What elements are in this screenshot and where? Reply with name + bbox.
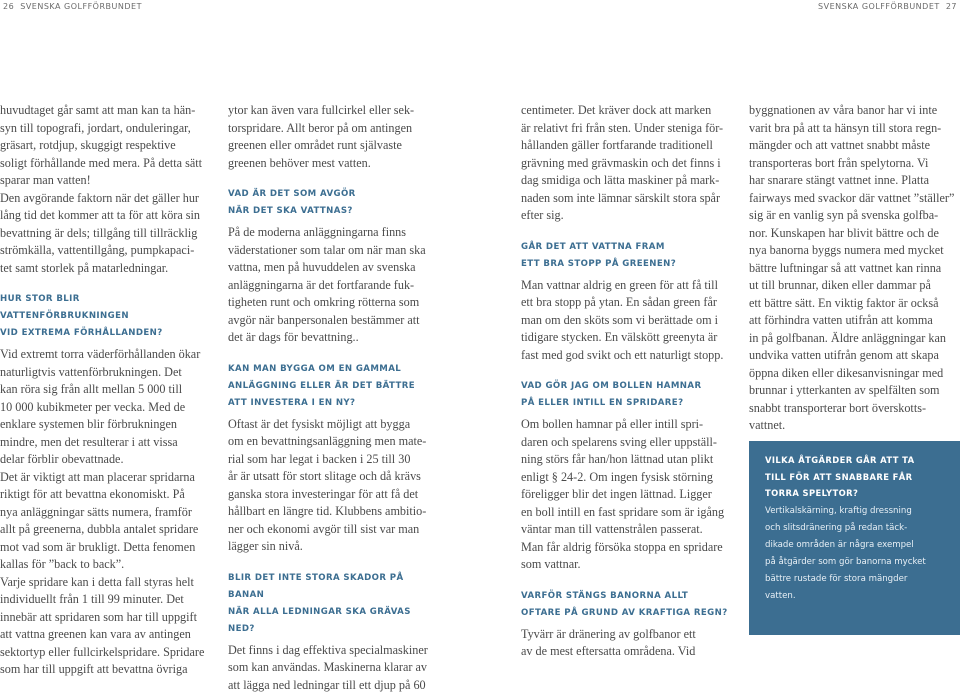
section-heading: VARFÖR STÄNGS BANORNA ALLT OFTARE PÅ GRUND AV KRAFTIGA REGN? (521, 588, 731, 622)
body-paragraph: huvudtaget går samt att man kan ta hän- syn till topografi, jordart, onduleringar, gräsart, rotdjup, skuggigt respektive soligt förhållande med mera. På detta sätt sparar man vatten! (0, 102, 210, 190)
body-paragraph: Tyvärr är dränering av golfbanor ett av de mest eftersatta områdena. Vid (521, 626, 731, 661)
left-page-header (0, 0, 142, 14)
right-page-number: 27 (946, 2, 957, 11)
body-paragraph: Det finns i dag effektiva specialmaskiner som kan användas. Maskinerna klarar av att lägga ned ledningar till ett djup på 60 (228, 642, 438, 694)
body-paragraph: Man vattnar aldrig en green för att få till ett bra stopp på ytan. En sådan green får man om den sköts som vi berättade om i tidigare stycken. En välskött greenyta är fast med god svikt och ett naturligt stopp. (521, 277, 731, 365)
question-box-text: Vertikalskärning, kraftig dressning och slitsdränering på redan täck- dikade områden är några exempel på åtgärder som gör banorna mycket bättre rustade för stora mängder vatten. (765, 503, 948, 605)
left-publication-name: SVENSKA GOLFFÖRBUNDET (20, 2, 142, 11)
body-paragraph: Vid extremt torra väderförhållanden ökar naturligtvis vattenförbrukningen. Det kan röra sig från allt mellan 5 000 till 10 000 kubikmeter per vecka. Med de enklare systemen blir förbrukningen mindre, men det resulterar i att vissa delar förblir obevattnade. Det är viktigt att man placerar spridarna riktigt för att bevattna ekonomiskt. På nya anläggningar sätts numera, framför allt på greenerna, dubbla antalet spridare mot vad som är brukligt. Detta fenomen kallas för ”back to back”. Varje spridare kan i detta fall styras helt individuellt från 1 till 99 minuter. Det innebär att spridaren som har till uppgift att vattna greenen kan vara av antingen sektortyp eller fullcirkelspridare. Spridare som har till uppgift att bevattna övriga (0, 346, 210, 679)
body-paragraph: Den avgörande faktorn när det gäller hur lång tid det kommer att ta för att köra sin bevattning är dels; tillgång till tillräcklig strömkälla, vattentillgång, pumpkapaci- tet samt storlek på matarledningar. (0, 190, 210, 278)
section-heading: GÅR DET ATT VATTNA FRAM ETT BRA STOPP PÅ GREENEN? (521, 239, 731, 273)
text-column-2 (228, 102, 438, 694)
text-column-1 (0, 102, 210, 679)
section-heading: VAD ÄR DET SOM AVGÖR NÄR DET SKA VATTNAS? (228, 186, 438, 220)
section-heading: KAN MAN BYGGA OM EN GAMMAL ANLÄGGNING ELLER ÄR DET BÄTTRE ATT INVESTERA I EN NY? (228, 361, 438, 412)
question-box-heading: VILKA ÅTGÄRDER GÅR ATT TA TILL FÖR ATT SNABBARE FÅR TORRA SPELYTOR? (765, 452, 948, 502)
question-box (749, 441, 960, 635)
left-page-number: 26 (3, 2, 14, 11)
body-paragraph: byggnationen av våra banor har vi inte varit bra på att ta hänsyn till stora regn- mängder och att vattnet snabbt måste transporteras bort från spelytorna. Vi har snarare stängt vattnet inne. Platta fairways med svackor där vattnet ”ställer” sig är en vanlig syn på svenska golfba- nor. Kunskapen har blivit bättre och de nya banorna byggs numera med mycket bättre luftningar så att vattnet kan rinna ut till brunnar, diken eller dammar på ett bättre sätt. En viktig faktor är också att förhindra vatten utifrån att komma in på golfbanan. Äldre anläggningar kan undvika vatten utifrån genom att skapa öppna diken eller dikesanvisningar med brunnar i ytterkanten av spelfälten som snabbt transporterar bort överskotts- vattnet. (749, 102, 959, 435)
right-page-header (818, 0, 960, 14)
body-paragraph: Om bollen hamnar på eller intill spri- daren och spelarens sving eller uppställ- ning störs får han/hon lättnad utan plikt enligt § 24-2. Om ingen fysisk störning föreligger blir det ingen lättnad. Ligger en boll intill en fast spridare som är igång väntar man till vattenstrålen passerat. Man får aldrig försöka stoppa en spridare som vattnar. (521, 416, 731, 574)
body-paragraph: Oftast är det fysiskt möjligt att bygga om en bevattningsanläggning men mate- rial som har legat i backen i 25 till 30 år är utsatt för stort slitage och då krävs ganska stora investeringar för att få det hållbart en längre tid. Klubbens ambitio- ner och ekonomi avgör till sist var man lägger sin nivå. (228, 416, 438, 556)
text-column-3 (521, 102, 731, 661)
section-heading: HUR STOR BLIR VATTENFÖRBRUKNINGEN VID EXTREMA FÖRHÅLLANDEN? (0, 291, 210, 342)
right-publication-name: SVENSKA GOLFFÖRBUNDET (818, 2, 940, 11)
body-paragraph: ytor kan även vara fullcirkel eller sek- torspridare. Allt beror på om antingen greenen eller området runt självaste greenen behöver mest vatten. (228, 102, 438, 172)
body-paragraph: centimeter. Det kräver dock att marken är relativt fri från sten. Under steniga för- hållanden gäller fortfarande traditionell grävning med grävmaskin och det finns i dag smidiga och lätta maskiner på mark- naden som inte lämnar särskilt stora spår efter sig. (521, 102, 731, 225)
section-heading: VAD GÖR JAG OM BOLLEN HAMNAR PÅ ELLER INTILL EN SPRIDARE? (521, 378, 731, 412)
section-heading: BLIR DET INTE STORA SKADOR PÅ BANAN NÄR ALLA LEDNINGAR SKA GRÄVAS NED? (228, 570, 438, 638)
text-column-4 (749, 102, 959, 435)
body-paragraph: På de moderna anläggningarna finns väderstationer som talar om när man ska vattna, men på huvuddelen av svenska anläggningarna är det fortfarande fuk- tigheten runt och omkring rötterna som avgör när banpersonalen bestämmer att det är dags för bevattning.. (228, 224, 438, 347)
